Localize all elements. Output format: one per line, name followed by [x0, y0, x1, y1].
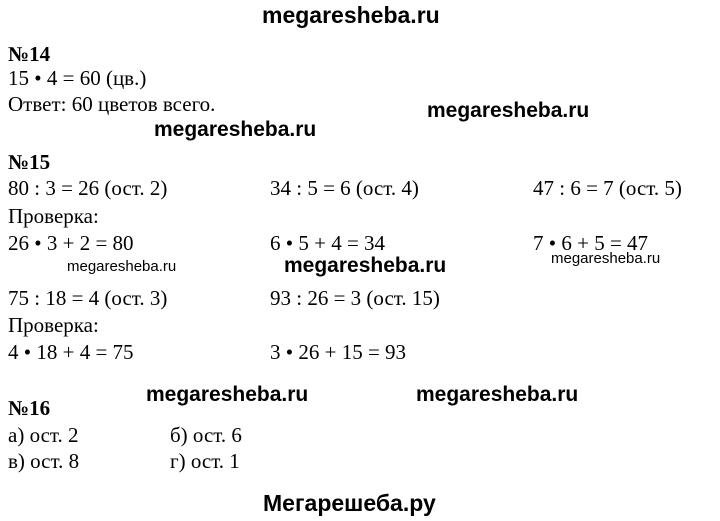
task-16-answer-a: а) ост. 2	[8, 423, 79, 447]
task-15-check: 6 • 5 + 4 = 34	[270, 231, 386, 255]
watermark: megaresheba.ru	[146, 383, 309, 406]
task-15-heading: №15	[8, 150, 51, 174]
task-15-division: 75 : 18 = 4 (ост. 3)	[8, 286, 168, 310]
task-15-check: 26 • 3 + 2 = 80	[8, 231, 134, 255]
task-16-heading: №16	[8, 396, 51, 420]
task-15-check: 7 • 6 + 5 = 47	[533, 231, 649, 255]
task-14-equation: 15 • 4 = 60 (цв.)	[8, 66, 147, 90]
task-14-answer: Ответ: 60 цветов всего.	[8, 92, 216, 116]
task-16-answer-b: б) ост. 6	[170, 423, 242, 447]
task-15-check-label: Проверка:	[8, 204, 99, 228]
watermark: megaresheba.ru	[416, 383, 579, 406]
task-15-division: 47 : 6 = 7 (ост. 5)	[533, 176, 682, 200]
task-15-check: 4 • 18 + 4 = 75	[8, 340, 134, 364]
watermark: megaresheba.ru	[154, 118, 317, 141]
task-15-check-label: Проверка:	[8, 313, 99, 337]
task-14-heading: №14	[8, 42, 51, 66]
task-16-answer-v: в) ост. 8	[8, 449, 80, 473]
watermark: megaresheba.ru	[551, 250, 661, 267]
watermark-top: megaresheba.ru	[262, 2, 440, 28]
watermark: megaresheba.ru	[427, 99, 590, 122]
task-16-answer-g: г) ост. 1	[170, 449, 240, 473]
watermark-bottom: Мегарешеба.ру	[263, 490, 436, 516]
watermark: megaresheba.ru	[284, 254, 447, 277]
task-15-division: 93 : 26 = 3 (ост. 15)	[270, 286, 440, 310]
watermark: megaresheba.ru	[67, 258, 177, 275]
task-15-division: 34 : 5 = 6 (ост. 4)	[270, 176, 419, 200]
task-15-check: 3 • 26 + 15 = 93	[270, 340, 407, 364]
task-15-division: 80 : 3 = 26 (ост. 2)	[8, 176, 168, 200]
